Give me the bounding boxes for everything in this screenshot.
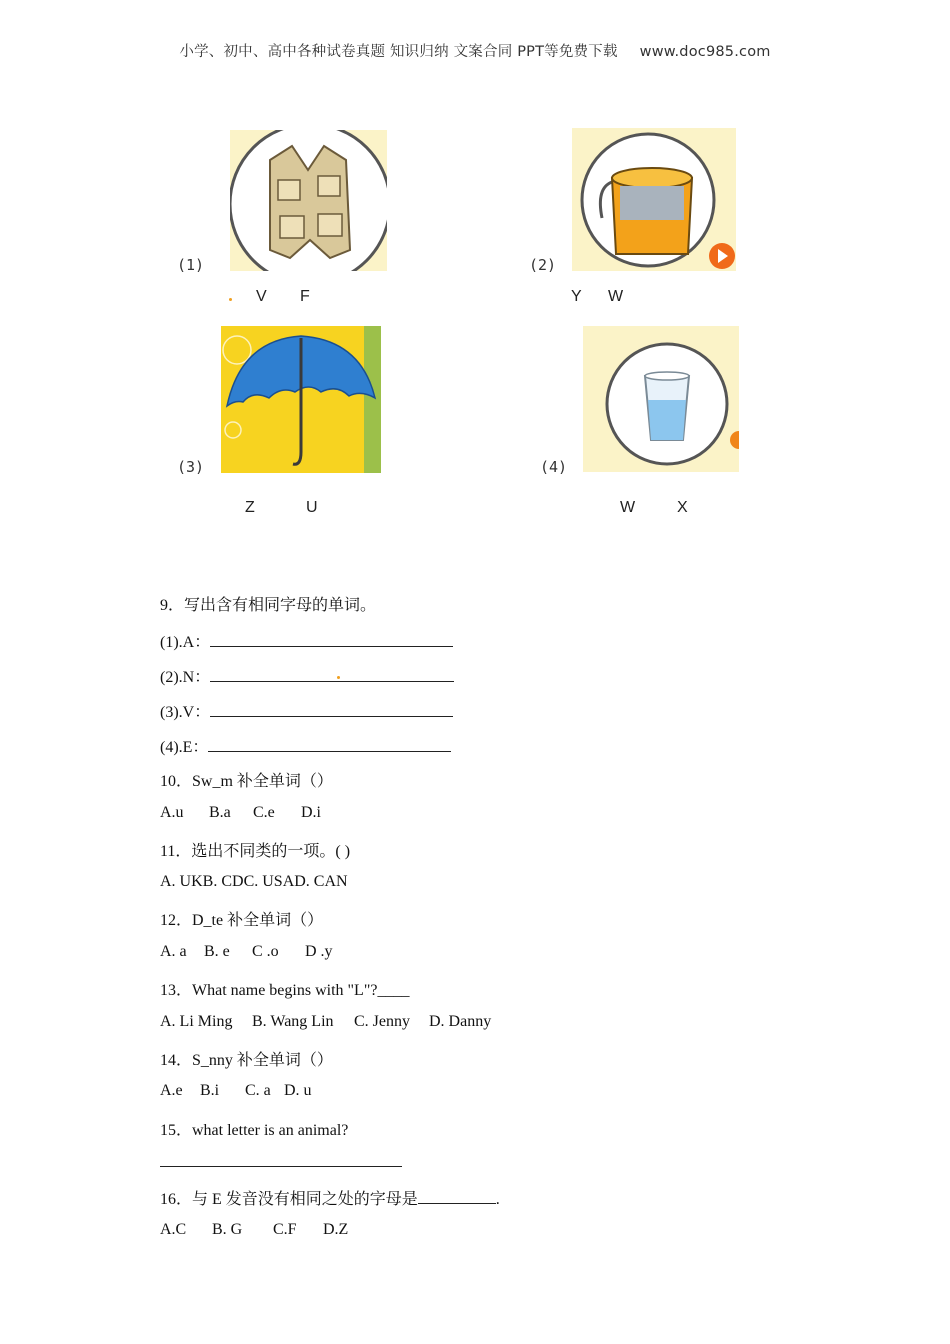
picture-label-4: (4) [540,458,568,476]
option-a[interactable]: A. Li Ming [160,1013,233,1030]
answer-blank[interactable] [210,667,454,682]
option-b[interactable]: B. Wang Lin [252,1013,334,1030]
question-10-title: 10．Sw_m 补全单词（） [160,773,333,790]
option-d[interactable]: D. Danny [429,1013,492,1030]
header-text: 小学、初中、高中各种试卷真题 知识归纳 文案合同 PPT等免费下载 [179,44,618,60]
question-12-title: 12．D_te 补全单词（） [160,912,324,929]
picture-label-3: (3) [177,458,205,476]
option-a[interactable]: A.e [160,1082,183,1099]
answer-blank[interactable] [210,702,453,717]
question-15-title: 15．what letter is an animal? [160,1122,349,1139]
option-d[interactable]: D .y [305,943,333,960]
picture-3-option-b: U [306,499,318,516]
picture-4-option-a: W [620,499,636,516]
option-a[interactable]: A. a [160,943,187,960]
question-14-title: 14．S_nny 补全单词（） [160,1052,333,1069]
question-9-item-3: (3).V： [160,699,453,722]
question-9-item-4: (4).E： [160,734,451,757]
option-d[interactable]: D.Z [323,1221,349,1238]
option-a[interactable]: A.C [160,1221,187,1238]
answer-blank[interactable] [418,1189,496,1204]
answer-blank[interactable] [210,632,453,647]
option-d[interactable]: D.i [301,804,321,821]
option-b[interactable]: B. G [212,1221,243,1238]
answer-blank[interactable] [208,737,451,752]
picture-1-option-b: F [300,288,310,305]
picture-label-1: (1) [177,256,205,274]
question-13-title: 13．What name begins with "L"?____ [160,982,410,999]
option-c[interactable]: C. a [245,1082,271,1099]
picture-2-option-b: W [608,288,624,305]
option-a[interactable]: A.u [160,804,184,821]
question-9-item-1: (1).A： [160,629,453,652]
option-c[interactable]: C .o [252,943,279,960]
question-16-options [160,1221,348,1239]
paint-bucket-icon [572,128,736,271]
question-12-options [160,943,333,961]
question-14-options [160,1082,312,1100]
header-site: www.doc985.com [639,44,771,60]
question-11-options: A. UKB. CDC. USAD. CAN [160,873,348,890]
page-header [0,40,950,61]
answer-blank[interactable] [160,1166,402,1167]
picture-2-option-a: Y [571,288,582,305]
question-16-title: 16．与 E 发音没有相同之处的字母是 . [160,1191,500,1208]
option-b[interactable]: B.a [209,804,231,821]
umbrella-icon [221,326,381,473]
vest-icon [230,130,387,271]
question-9-title: 9．写出含有相同字母的单词。 [160,597,377,614]
picture-3-option-a: Z [245,499,255,516]
picture-1-option-a: V [256,288,267,305]
picture-4-option-b: X [677,499,688,516]
question-10-options [160,804,321,822]
option-b[interactable]: B. e [204,943,230,960]
glass-of-water-icon [583,326,739,472]
option-c[interactable]: C.F [273,1221,297,1238]
option-c[interactable]: C. Jenny [354,1013,410,1030]
question-9-item-2: (2).N： [160,664,454,687]
option-d[interactable]: D. u [284,1082,312,1099]
option-c[interactable]: C.e [253,804,275,821]
picture-label-2: (2) [529,256,557,274]
question-13-options [160,1013,491,1031]
question-11-title: 11．选出不同类的一项。( ) [160,843,351,860]
option-b[interactable]: B.i [200,1082,220,1099]
